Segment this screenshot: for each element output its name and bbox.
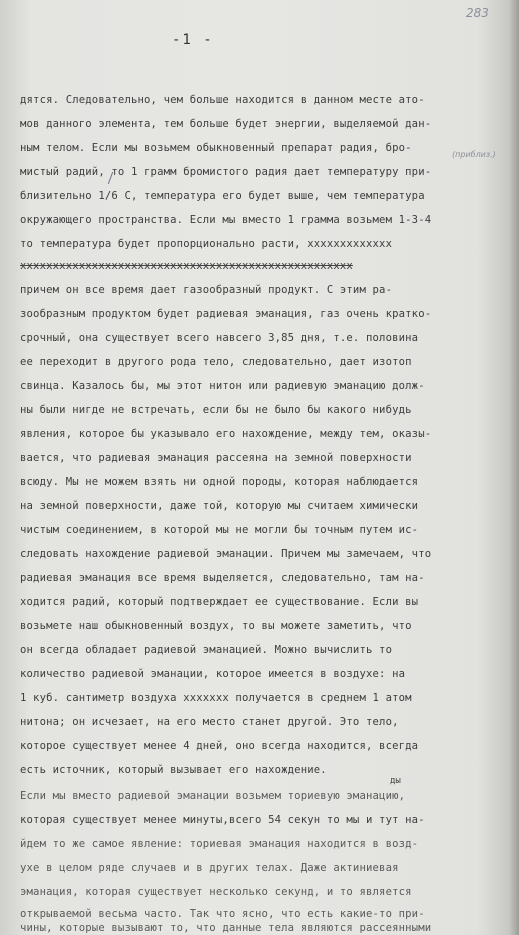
text-line: возьмете наш обыкновенный воздух, то вы можете заметить, что bbox=[20, 620, 412, 632]
text-line: эманация, которая существует несколько секунд, и то является bbox=[20, 886, 412, 898]
text-line: дятся. Следовательно, чем больше находится в данном месте ато- bbox=[20, 94, 425, 106]
handwritten-insertion: ды bbox=[390, 776, 401, 786]
text-line: нитона; он исчезает, на его место станет другой. Это тело, bbox=[20, 716, 399, 728]
text-line: вается, что радиевая эманация рассеяна на земной поверхности bbox=[20, 452, 412, 464]
text-line: явления, которое бы указывало его нахождение, между тем, оказы- bbox=[20, 428, 432, 440]
struck-out-line: ххххххххххххххххххххххххххххххххххххххххххххххххххх bbox=[20, 260, 353, 272]
text-line: причем он все время дает газообразный продукт. С этим ра- bbox=[20, 284, 393, 296]
text-line: радиевая эманация все время выделяется, следовательно, там на- bbox=[20, 572, 425, 584]
text-line: ны были нигде не встречать, если бы не было бы какого нибудь bbox=[20, 404, 412, 416]
text-line: которая существует менее минуты,всего 54 секун то мы и тут на- bbox=[20, 814, 425, 826]
margin-note: (приблиз.) bbox=[452, 150, 496, 159]
text-line: на земной поверхности, даже той, которую мы считаем химически bbox=[20, 500, 419, 512]
text-line: он всегда обладает радиевой эманацией. Можно вычислить то bbox=[20, 644, 393, 656]
text-line: ходится радий, который подтверждает ее существование. Если вы bbox=[20, 596, 419, 608]
text-line: которое существует менее 4 дней, оно всегда находится, всегда bbox=[20, 740, 419, 752]
text-line: 1 куб. сантиметр воздуха ххххххх получается в среднем 1 атом bbox=[20, 692, 412, 704]
text-line: ее переходит в другого рода тело, следовательно, дает изотоп bbox=[20, 356, 412, 368]
text-line: свинца. Казалось бы, мы этот нитон или радиевую эманацию долж- bbox=[20, 380, 425, 392]
text-line: открываемой весьма часто. Так что ясно, что есть какие-то при- bbox=[20, 908, 425, 920]
text-line: есть источник, который вызывает его нахождение. bbox=[20, 764, 327, 776]
text-line: всюду. Мы не можем взять ни одной породы, которая наблюдается bbox=[20, 476, 419, 488]
text-line: близительно 1/6 С, температура его будет выше, чем температура bbox=[20, 190, 425, 202]
text-line: чистым соединением, в которой мы не могли бы точным путем ис- bbox=[20, 524, 419, 536]
page-number: -1 - bbox=[172, 32, 214, 48]
text-line: йдем то же самое явление: ториевая эманация находится в возд- bbox=[20, 838, 419, 850]
text-line: срочный, она существует всего навсего 3,85 дня, т.е. половина bbox=[20, 332, 419, 344]
text-line: ным телом. Если мы возьмем обыкновенный препарат радия, бро- bbox=[20, 142, 412, 154]
text-line: чины, которые вызывают то, что данные тела являются рассеянными bbox=[20, 922, 432, 934]
text-line: мистый радий, то 1 грамм бромистого радия дает температуру при- bbox=[20, 166, 432, 178]
archive-page-number: 283 bbox=[466, 6, 489, 20]
text-line: то температура будет пропорционально расти, ххххххххххххх bbox=[20, 238, 393, 250]
text-line: ухе в целом ряде случаев и в других телах. Даже актиниевая bbox=[20, 862, 399, 874]
text-line: следовать нахождение радиевой эманации. Причем мы замечаем, что bbox=[20, 548, 432, 560]
text-line: мов данного элемента, тем больше будет энергии, выделяемой дан- bbox=[20, 118, 432, 130]
text-line: зообразным продуктом будет радиевая эманация, газ очень кратко- bbox=[20, 308, 432, 320]
text-line: количество радиевой эманации, которое имеется в воздухе: на bbox=[20, 668, 406, 680]
paragraph-first-line: Если мы вместо радиевой эманации возьмем ториевую эманацию, bbox=[20, 790, 406, 802]
text-line: окружающего пространства. Если мы вместо 1 грамма возьмем 1-3-4 bbox=[20, 214, 432, 226]
